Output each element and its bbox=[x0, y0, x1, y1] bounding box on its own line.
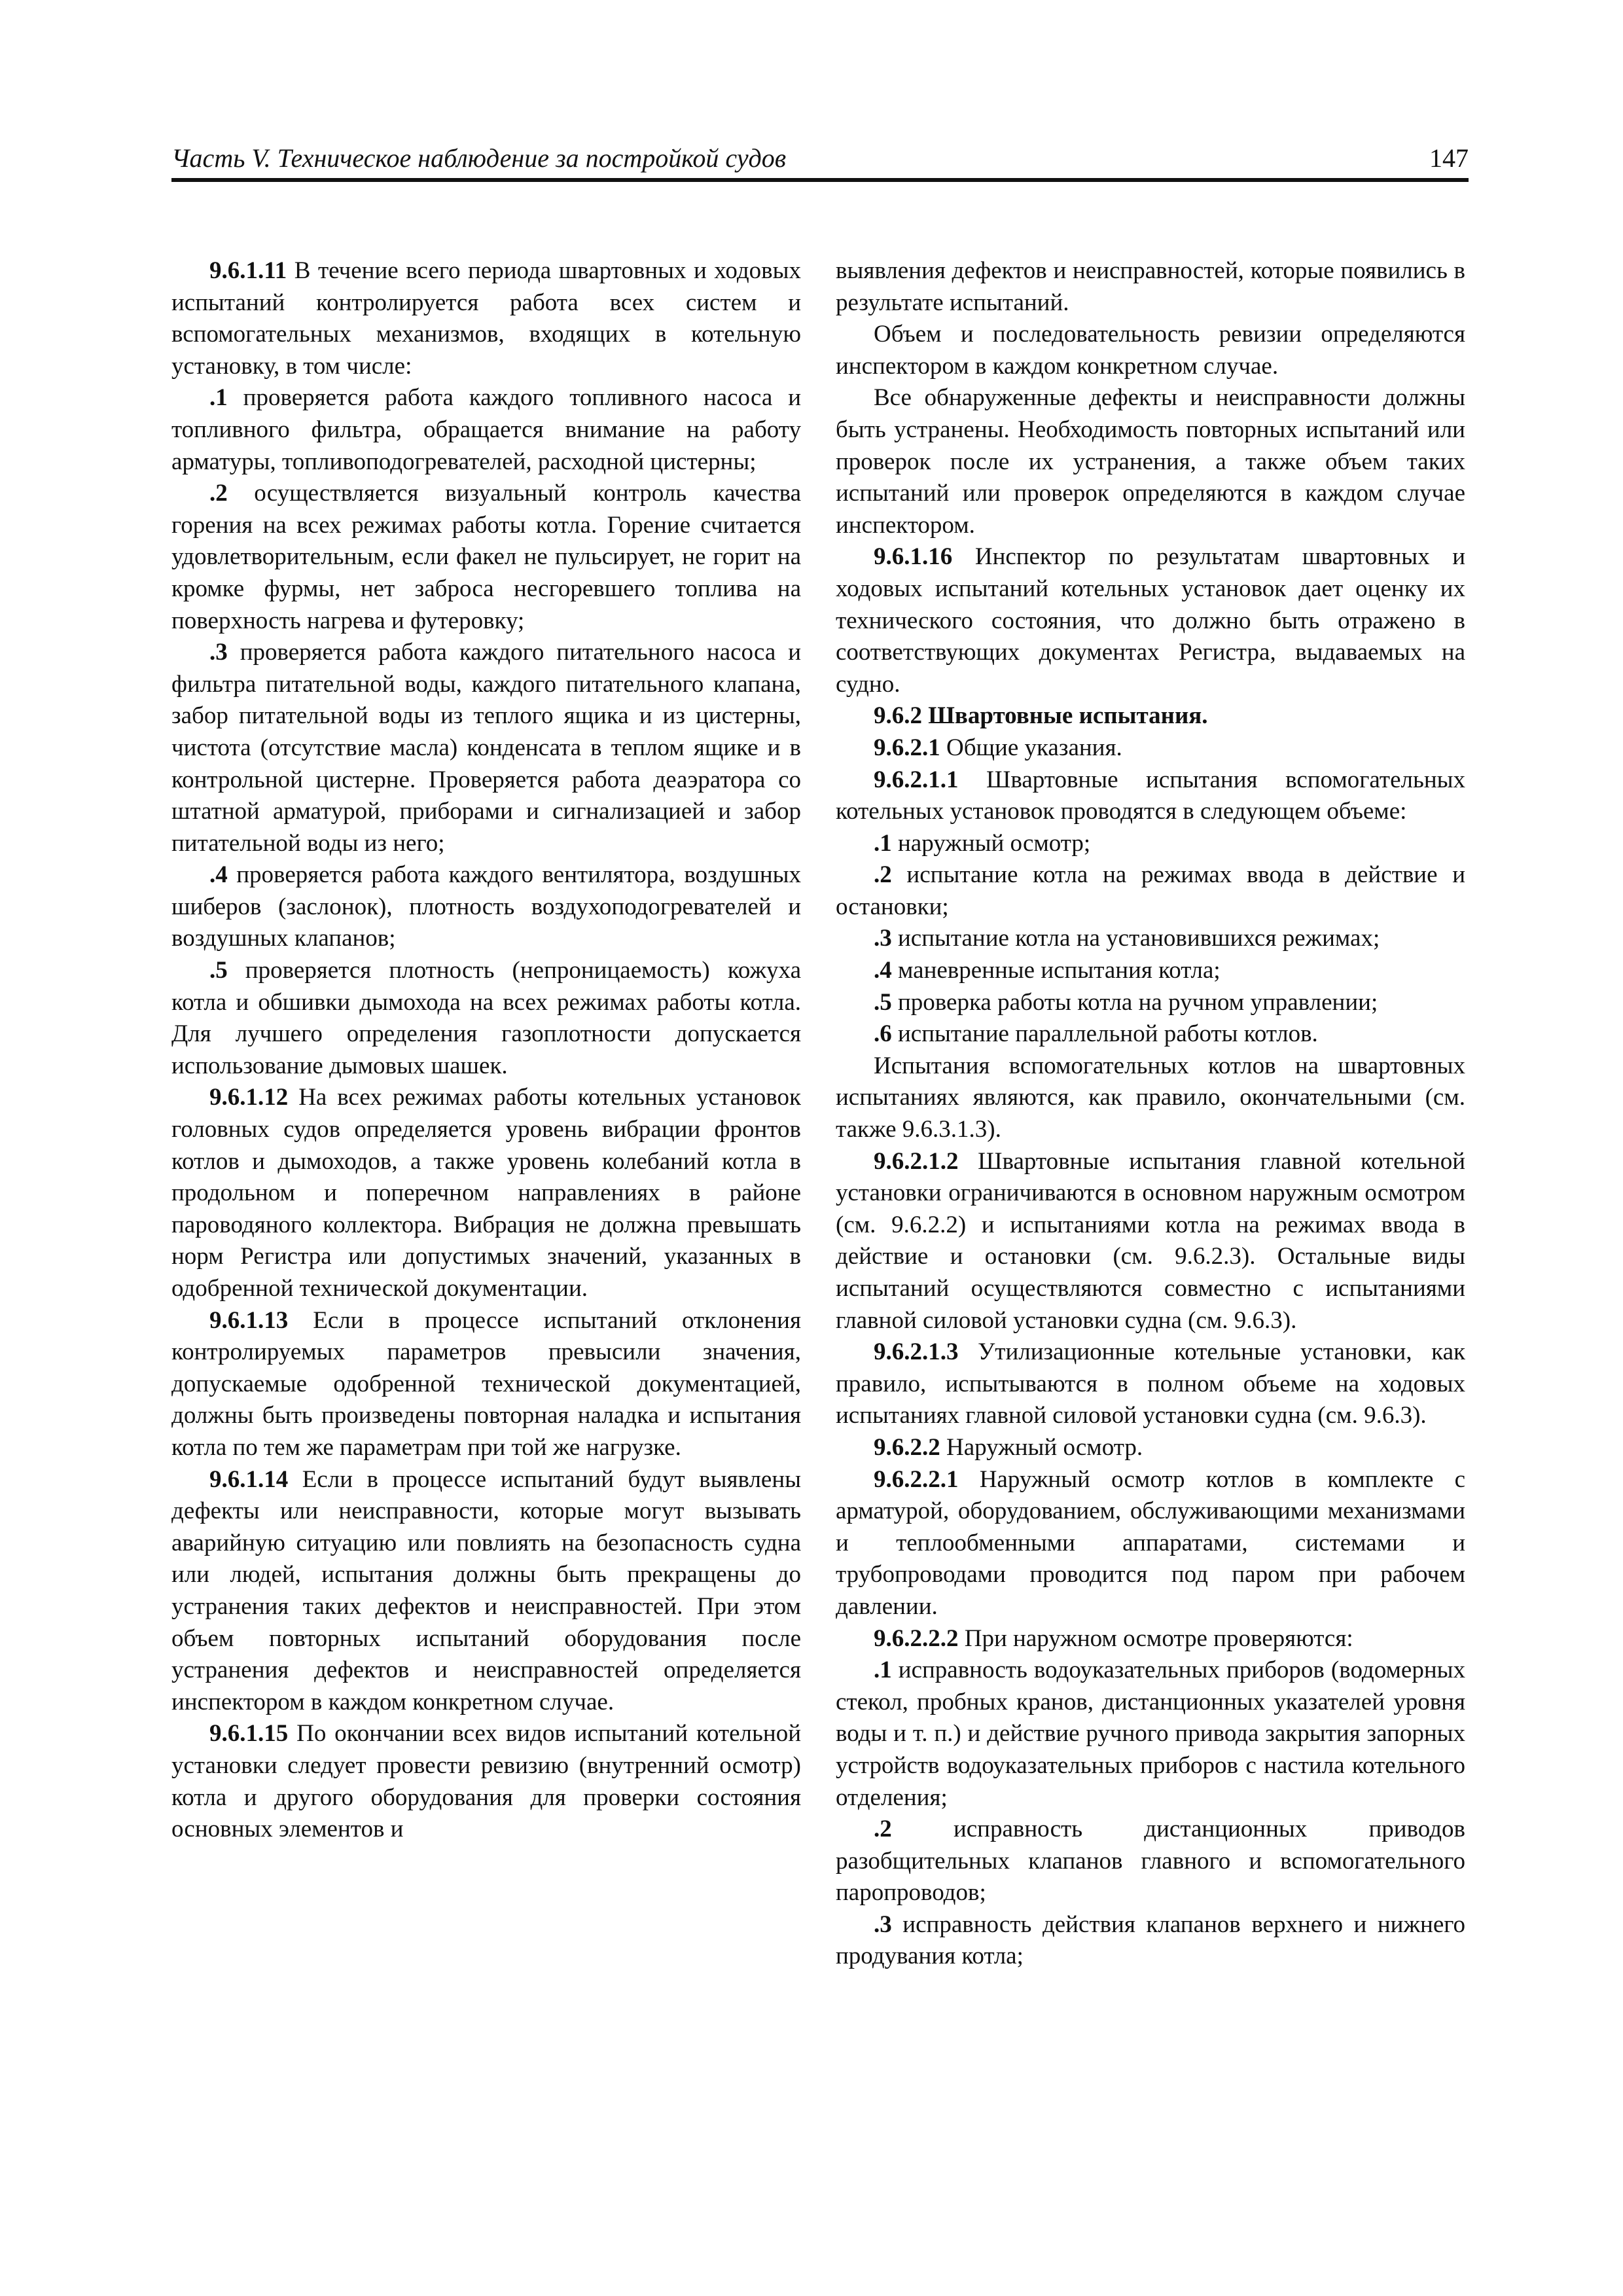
paragraph bbox=[836, 1018, 1465, 1050]
paragraph-text: Швартовные испытания вспомогательных котельных установок проводятся в следующем объеме: bbox=[836, 766, 1465, 825]
paragraph bbox=[836, 1814, 1465, 1909]
paragraph-text: Утилизационные котельные установки, как правило, испытываются в полном объеме на ходовых испытаниях главной силовой установки судна (см. 9.6.3). bbox=[836, 1338, 1465, 1429]
paragraph-text: По окончании всех видов испытаний котельной установки следует провести ревизию (внутренний осмотр) котла и другого оборудования для проверки состояния основных элементов и bbox=[171, 1720, 801, 1843]
paragraph bbox=[836, 1050, 1465, 1146]
paragraph-text: исправность действия клапанов верхнего и нижнего продувания котла; bbox=[836, 1910, 1465, 1970]
paragraph bbox=[171, 859, 801, 955]
clause-number: 9.6.2.1 bbox=[874, 734, 940, 761]
clause-number: 9.6.2 Швартовные испытания. bbox=[874, 702, 1208, 730]
paragraph-text: На всех режимах работы котельных установок головных судов определяется уровень вибрации фронтов котлов и дымоходов, а также уровень колебаний котла в продольном и поперечном направлениях в районе пароводяного коллектора. Вибрация не должна превышать норм Регистра или допустимых значений, указанных в одобренной технической документации. bbox=[171, 1084, 801, 1302]
paragraph-text: Испытания вспомогательных котлов на швартовных испытаниях являются, как правило, окончательными (см. также 9.6.3.1.3). bbox=[836, 1052, 1465, 1143]
paragraph-text: Инспектор по результатам швартовных и ходовых испытаний котельных установок дает оценку их технического состояния, что должно быть отражено в соответствующих документах Регистра, выдаваемых на судно. bbox=[836, 543, 1465, 698]
clause-number: 9.6.2.1.3 bbox=[874, 1338, 959, 1366]
clause-number: .4 bbox=[209, 861, 228, 889]
clause-number: .3 bbox=[874, 1910, 892, 1938]
clause-number: .2 bbox=[874, 1816, 892, 1843]
paragraph bbox=[171, 1464, 801, 1719]
paragraph bbox=[836, 255, 1465, 319]
clause-number: 9.6.2.1.2 bbox=[874, 1147, 959, 1175]
paragraph-text: Швартовные испытания главной котельной установки ограничиваются в основном наружным осмотром (см. 9.6.2.2) и испытаниями котла на режимах ввода в действие и остановки (см. 9.6.2.3). Остальные виды испытаний осуществляются совместно с испытаниями главной силовой установки судна (см. 9.6.3). bbox=[836, 1147, 1465, 1334]
paragraph bbox=[171, 1305, 801, 1464]
paragraph-text: Все обнаруженные дефекты и неисправности должны быть устранены. Необходимость повторных испытаний или проверок после их устранения, а также объем таких испытаний или проверок определяются в каждом случае инспектором. bbox=[836, 384, 1465, 539]
paragraph-text: проверяется работа каждого топливного насоса и топливного фильтра, обращается внимание на работу арматуры, топливоподогревателей, расходной цистерны; bbox=[171, 384, 801, 475]
paragraph-text: исправность дистанционных приводов разобщительных клапанов главного и вспомогательного паропроводов; bbox=[836, 1816, 1465, 1907]
paragraph bbox=[171, 637, 801, 859]
paragraph bbox=[171, 955, 801, 1082]
running-header-title: Часть V. Техническое наблюдение за постройкой судов bbox=[171, 143, 787, 173]
clause-number: .1 bbox=[209, 384, 228, 412]
paragraph-text: наружный осмотр; bbox=[891, 829, 1091, 857]
paragraph-text: проверяется работа каждого вентилятора, воздушных шиберов (заслонок), плотность воздухоподогревателей и воздушных клапанов; bbox=[171, 861, 801, 952]
paragraph bbox=[836, 1432, 1465, 1464]
clause-number: .1 bbox=[874, 1657, 892, 1684]
paragraph bbox=[836, 1146, 1465, 1337]
clause-number: .6 bbox=[874, 1020, 892, 1048]
paragraph-text: испытание котла на установившихся режимах; bbox=[891, 925, 1380, 952]
paragraph bbox=[171, 255, 801, 382]
left-column bbox=[171, 255, 801, 1846]
clause-number: .3 bbox=[209, 639, 228, 666]
clause-number: 9.6.1.16 bbox=[874, 543, 953, 571]
clause-number: .2 bbox=[209, 480, 228, 507]
paragraph-text: Наружный осмотр. bbox=[940, 1433, 1143, 1461]
paragraph bbox=[836, 1464, 1465, 1623]
paragraph-text: проверяется работа каждого питательного насоса и фильтра питательной воды, каждого питательного клапана, забор питательной воды из теплого ящика и из цистерны, чистота (отсутствие масла) конденсата в теплом ящике и в контрольной цистерне. Проверяется работа деаэратора со штатной арматурой, приборами и сигнализацией и забор питательной воды из него; bbox=[171, 639, 801, 857]
paragraph bbox=[836, 382, 1465, 541]
paragraph bbox=[836, 987, 1465, 1019]
paragraph bbox=[836, 319, 1465, 382]
paragraph-text: В течение всего периода швартовных и ходовых испытаний контролируется работа всех систем и вспомогательных механизмов, входящих в котельную установку, в том числе: bbox=[171, 257, 801, 380]
paragraph bbox=[836, 1909, 1465, 1973]
paragraph bbox=[836, 1623, 1465, 1655]
clause-number: 9.6.2.1.1 bbox=[874, 766, 959, 793]
paragraph-text: проверяется плотность (непроницаемость) кожуха котла и обшивки дымохода на всех режимах работы котла. Для лучшего определения газоплотности допускается использование дымовых шашек. bbox=[171, 957, 801, 1079]
paragraph bbox=[171, 1718, 801, 1845]
paragraph bbox=[836, 1655, 1465, 1814]
paragraph bbox=[836, 732, 1465, 764]
paragraph-text: Если в процессе испытаний отклонения контролируемых параметров превысили значения, допускаемые одобренной технической документацией, должны быть произведены повторная наладка и испытания котла по тем же параметрам при той же нагрузке. bbox=[171, 1306, 801, 1461]
paragraph-text: осуществляется визуальный контроль качества горения на всех режимах работы котла. Горение считается удовлетворительным, если факел не пульсирует, не горит на кромке фурмы, нет заброса несгоревшего топлива на поверхность нагрева и футеровку; bbox=[171, 480, 801, 634]
paragraph-text: маневренные испытания котла; bbox=[891, 957, 1221, 984]
paragraph bbox=[836, 1336, 1465, 1432]
paragraph bbox=[171, 478, 801, 637]
paragraph-text: Общие указания. bbox=[940, 734, 1122, 761]
paragraph-text: испытание параллельной работы котлов. bbox=[891, 1020, 1318, 1048]
paragraph bbox=[836, 955, 1465, 987]
paragraph bbox=[836, 541, 1465, 700]
clause-number: 9.6.1.13 bbox=[209, 1306, 289, 1334]
clause-number: 9.6.2.2.1 bbox=[874, 1465, 959, 1493]
clause-number: 9.6.2.2.2 bbox=[874, 1624, 959, 1652]
right-column bbox=[836, 255, 1465, 1973]
paragraph-text: Наружный осмотр котлов в комплекте с арматурой, оборудованием, обслуживающими механизмами и теплообменными аппаратами, системами и трубопроводами проводится под паром при рабочем давлении. bbox=[836, 1465, 1465, 1620]
paragraph bbox=[836, 859, 1465, 923]
paragraph bbox=[836, 700, 1465, 732]
page-number: 147 bbox=[1429, 143, 1469, 173]
clause-number: .5 bbox=[874, 988, 892, 1016]
clause-number: .1 bbox=[874, 829, 892, 857]
paragraph-text: испытание котла на режимах ввода в действие и остановки; bbox=[836, 861, 1465, 920]
clause-number: .2 bbox=[874, 861, 892, 889]
clause-number: .4 bbox=[874, 957, 892, 984]
clause-number: 9.6.1.12 bbox=[209, 1084, 289, 1111]
paragraph-text: Объем и последовательность ревизии определяются инспектором в каждом конкретном случае. bbox=[836, 321, 1465, 380]
clause-number: .3 bbox=[874, 925, 892, 952]
paragraph bbox=[836, 923, 1465, 955]
clause-number: 9.6.1.14 bbox=[209, 1465, 289, 1493]
paragraph-text: проверка работы котла на ручном управлении; bbox=[891, 988, 1378, 1016]
paragraph bbox=[171, 1082, 801, 1304]
clause-number: .5 bbox=[209, 957, 228, 984]
clause-number: 9.6.1.15 bbox=[209, 1720, 289, 1748]
paragraph bbox=[836, 764, 1465, 828]
paragraph bbox=[836, 828, 1465, 860]
paragraph-text: При наружном осмотре проверяются: bbox=[958, 1624, 1353, 1652]
clause-number: 9.6.1.11 bbox=[209, 257, 287, 284]
paragraph-text: Если в процессе испытаний будут выявлены дефекты или неисправности, которые могут вызывать аварийную ситуацию или повлиять на безопасность судна или людей, испытания должны быть прекращены до устранения таких дефектов и неисправностей. При этом объем повторных испытаний оборудования после устранения дефектов и неисправностей определяется инспектором в каждом конкретном случае. bbox=[171, 1465, 801, 1715]
paragraph-text: выявления дефектов и неисправностей, которые появились в результате испытаний. bbox=[836, 257, 1465, 316]
paragraph bbox=[171, 382, 801, 478]
running-header bbox=[171, 137, 1469, 182]
clause-number: 9.6.2.2 bbox=[874, 1433, 940, 1461]
paragraph-text: исправность водоуказательных приборов (водомерных стекол, пробных кранов, дистанционных указателей уровня воды и т. п.) и действие ручного привода закрытия запорных устройств водоуказательных приборов с настила котельного отделения; bbox=[836, 1657, 1465, 1811]
